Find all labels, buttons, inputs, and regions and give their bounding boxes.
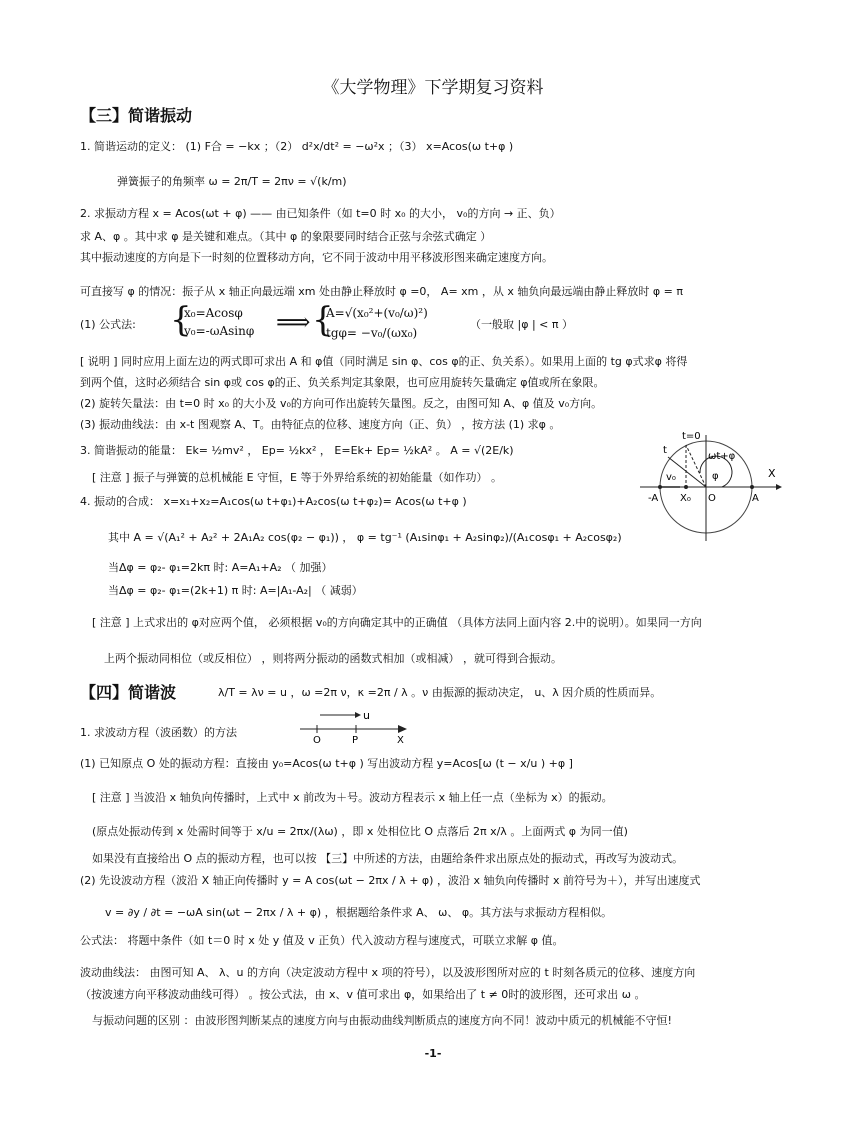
formula-line: A=√(x₀²+(v₀/ω)²) — [326, 306, 428, 320]
text-line: 与振动问题的区别 ：由波形图判断某点的速度方向与由振动曲线判断质点的速度方向不同！波动中质元的机械能不守恒! — [92, 1014, 672, 1027]
formula-line: v₀=-ωAsinφ — [184, 324, 255, 338]
label-t: t — [663, 445, 667, 456]
shm-definition: 1. 简谐运动的定义： (1) F合 = −kx ；（2） d²x/dt² = −ω²x ；（3） x=Acos(ω t+φ ) — [80, 140, 514, 153]
brace-left: { — [170, 300, 192, 340]
text-line: 上两个振动同相位（或反相位） ，则将两分振动的函数式相加（或相减） ，就可得到合振动。 — [104, 652, 562, 665]
note-line: [ 注意 ] 振子与弹簧的总机械能 E 守恒，E 等于外界给系统的初始能量（如作功） 。 — [92, 471, 502, 484]
label-x0: X₀ — [680, 493, 691, 504]
text-line: (2) 先设波动方程（波沿 X 轴正向传播时 y = A cos(ωt − 2πx / λ + φ) ，波沿 x 轴负向传播时 x 前符号为＋），并写出速度式 — [80, 874, 701, 887]
rotating-vector-diagram — [630, 425, 790, 555]
page-title: 《大学物理》下学期复习资料 — [322, 78, 544, 98]
formula-line: tgφ= −v₀/(ωx₀) — [326, 326, 418, 340]
text-line: (2) 旋转矢量法：由 t=0 时 x₀ 的大小及 v₀的方向可作出旋转矢量图。反之，由图可知 A、φ 值及 v₀方向。 — [80, 397, 603, 410]
text-line: (原点处振动传到 x 处需时间等于 x/u = 2πx/(λω) ，即 x 处相位比 O 点落后 2π x/λ 。上面两式 φ 为同一值) — [92, 825, 628, 838]
amplitude-formula: 其中 A = √(A₁² + A₂² + 2A₁A₂ cos(φ₂ − φ₁)) ， φ = tg⁻¹ (A₁sinφ₁ + A₂sinφ₂)/(A₁cosφ₁ + A₂cosφ₂) — [108, 531, 622, 544]
energy-line: 3. 简谐振动的能量： Ek= ½mv² ， Ep= ½kx² ， E=Ek+ Ep= ½kA² 。 A = √(2E/k) — [80, 444, 514, 457]
text-line: 可直接写 φ 的情况：振子从 x 轴正向最远端 xm 处由静止释放时 φ =0， A= xm ，从 x 轴负向最远端由静止释放时 φ = π — [80, 285, 683, 298]
point-a — [750, 485, 754, 489]
text-line: 求 A、φ 。其中求 φ 是关键和难点。（其中 φ 的象限要同时结合正弦与余弦式确定 ） — [80, 230, 492, 243]
condition-line: 当Δφ = φ₂- φ₁=(2k+1) π 时: A=|A₁-A₂| （ 减弱） — [108, 584, 363, 597]
section-heading-simple-harmonic-motion: 【三】简谐振动 — [80, 106, 193, 125]
u-arrowhead — [355, 712, 361, 718]
text-line: [ 说明 ] 同时应用上面左边的两式即可求出 A 和 φ值（同时满足 sin φ、cos φ的正、负关系）。如果用上面的 tg φ式求φ 将得 — [80, 355, 688, 368]
wave-relations: λ/T = λν = u ，ω =2π ν，κ =2π / λ 。ν 由振源的振动决定， u、λ 因介质的性质而异。 — [218, 686, 662, 699]
label-p: P — [352, 735, 359, 745]
label-t0: t=0 — [682, 431, 701, 442]
composition-line: 4. 振动的合成： x=x₁+x₂=A₁cos(ω t+φ₁)+A₂cos(ω t+φ₂)= Acos(ω t+φ ) — [80, 495, 467, 508]
label-wt-phi: ωt+φ — [708, 451, 736, 462]
label-u: u — [363, 709, 370, 722]
label-phi: φ — [712, 471, 719, 482]
label-o: O — [313, 735, 321, 745]
x-arrowhead — [398, 725, 407, 733]
text-line: （按波速方向平移波动曲线可得） 。按公式法，由 x、v 值可求出 φ，如果给出了 t ≠ 0时的波形图，还可求出 ω 。 — [80, 988, 646, 1001]
label-o: O — [708, 493, 716, 504]
implies-arrow: ⟹ — [276, 308, 311, 336]
condition-line: 当Δφ = φ₂- φ₁=2kπ 时: A=A₁+A₂ （ 加强） — [108, 561, 333, 574]
label-v0: v₀ — [666, 472, 676, 483]
formula-note: （一般取 |φ | < π ） — [470, 318, 573, 331]
text-line: (1) 已知原点 O 处的振动方程：直接由 y₀=Acos(ω t+φ ) 写出波动方程 y=Acos[ω (t − x/u ) +φ ] — [80, 757, 573, 770]
vector-t0 — [686, 445, 706, 487]
label-x: X — [768, 467, 776, 480]
formula-method-label: (1) 公式法: — [80, 318, 136, 331]
text-line: 如果没有直接给出 O 点的振动方程，也可以按 【三】中所述的方法，由题给条件求出原点处的振动式，再改写为波动式。 — [92, 852, 684, 865]
point-x0 — [684, 485, 688, 489]
point-neg-a — [658, 485, 662, 489]
note-line: [ 注意 ] 当波沿 x 轴负向传播时，上式中 x 前改为＋号。波动方程表示 x 轴上任一点（坐标为 x）的振动。 — [92, 791, 613, 804]
note-line: [ 注意 ] 上式求出的 φ对应两个值， 必须根据 v₀的方向确定其中的正确值 （具体方法同上面内容 2.中的说明）。如果同一方向 — [92, 616, 702, 629]
text-line: 1. 求波动方程（波函数）的方法 — [80, 726, 237, 739]
velocity-formula: v = ∂y / ∂t = −ωA sin(ωt − 2πx / λ + φ) ，根据题给条件求 A、 ω、 φ。其方法与求振动方程相似。 — [105, 906, 613, 919]
page-number: -1- — [424, 1047, 442, 1060]
text-line: 其中振动速度的方向是下一时刻的位置移动方向，它不同于波动中用平移波形图来确定速度方向。 — [80, 251, 553, 264]
section-heading-simple-harmonic-wave: 【四】简谐波 — [80, 683, 177, 702]
vibration-equation-line: 2. 求振动方程 x = Acos(ωt + φ) —— 由已知条件（如 t=0 时 x₀ 的大小， v₀的方向 → 正、负） — [80, 207, 561, 220]
x-axis-arrow — [776, 484, 782, 490]
text-line: 公式法： 将题中条件（如 t＝0 时 x 处 y 值及 v 正负）代入波动方程与速度式，可联立求解 φ 值。 — [80, 934, 564, 947]
text-line: 到两个值，这时必须结合 sin φ或 cos φ的正、负关系判定其象限，也可应用旋转矢量确定 φ值或所在象限。 — [80, 376, 605, 389]
text-line: (3) 振动曲线法：由 x-t 图观察 A、T。由特征点的位移、速度方向（正、负） ，按方法 (1) 求φ 。 — [80, 418, 561, 431]
text-line: 波动曲线法： 由图可知 A、 λ、u 的方向（决定波动方程中 x 项的符号），以及波形图所对应的 t 时刻各质元的位移、速度方向 — [80, 966, 696, 979]
formula-line: x₀=Acosφ — [184, 306, 243, 320]
brace-right: { — [312, 300, 334, 340]
label-x: X — [397, 735, 404, 745]
angular-frequency: 弹簧振子的角频率 ω = 2π/T = 2πν = √(k/m) — [117, 175, 347, 188]
wave-axis-diagram — [295, 705, 415, 745]
label-neg-a: -A — [648, 493, 659, 504]
label-a: A — [752, 493, 759, 504]
